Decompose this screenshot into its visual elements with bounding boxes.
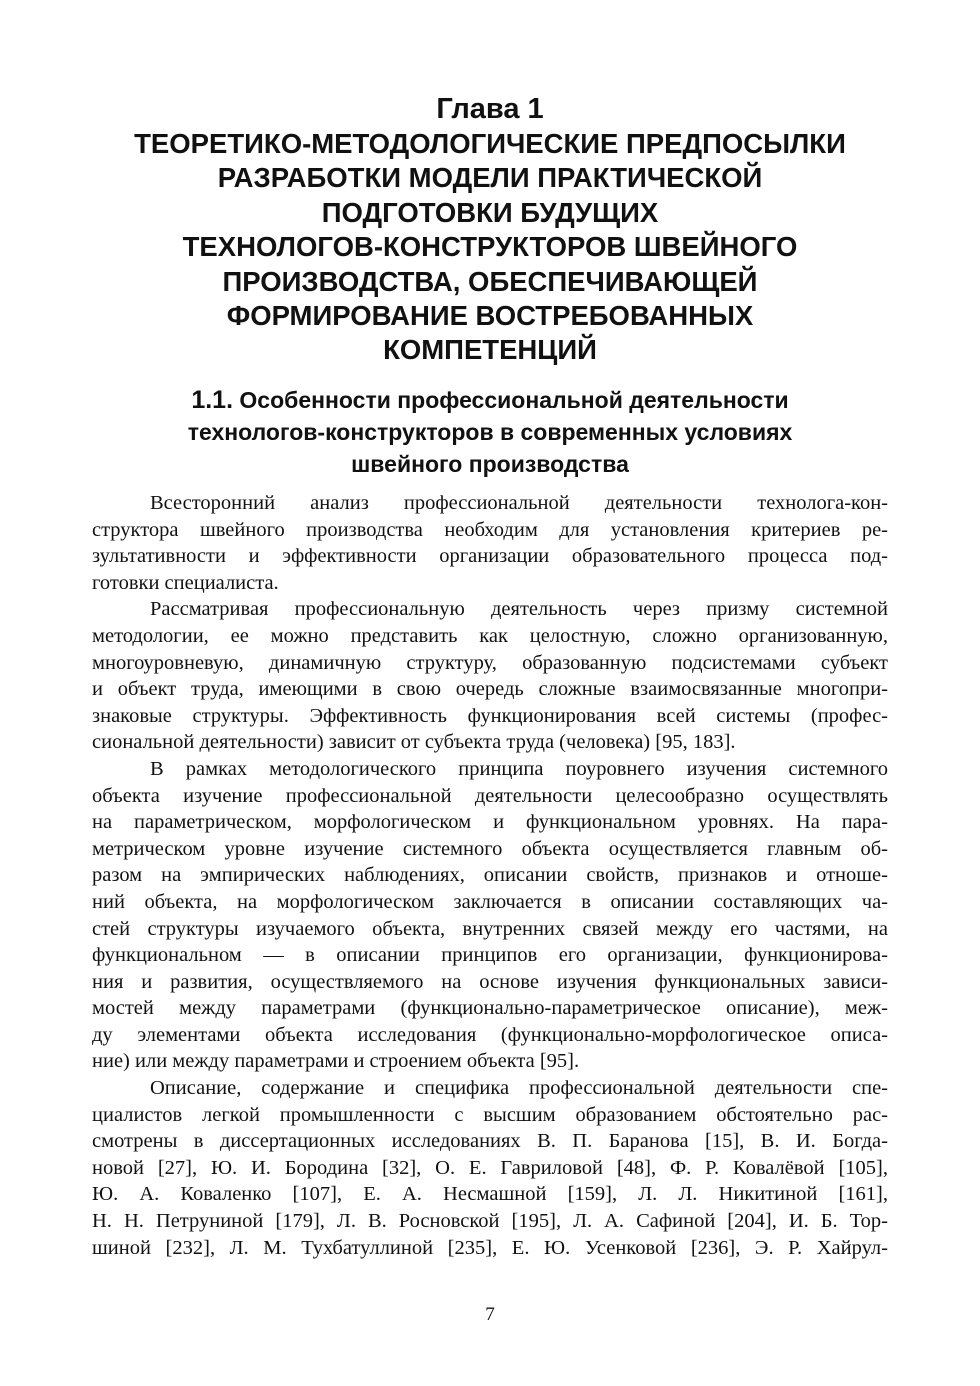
text-line: знаковые структуры. Эффективность функционирования всей системы (профес- [92,704,888,727]
text-line: многоуровневую, динамичную структуру, образованную подсистемами субъект [92,651,888,674]
chapter-title-line: ФОРМИРОВАНИЕ ВОСТРЕБОВАННЫХ [226,300,754,332]
text-line: ду элементами объекта исследования (функционально-морфологическое описа- [92,1023,888,1046]
text-line: метрическом уровне изучение системного объекта осуществляется главным об- [92,837,888,860]
text-line: Ю. А. Коваленко [107], Е. А. Несмашной [159], Л. Л. Никитиной [161], [92,1183,888,1206]
text-line: Н. Н. Петруниной [179], Л. В. Росновской [195], Л. А. Сафиной [204], И. Б. Тор- [92,1210,888,1233]
chapter-title [60,127,920,368]
text-line: циалистов легкой промышленности с высшим образованием обстоятельно рас- [92,1103,888,1126]
text-line: Рассматривая профессиональную деятельность через призму системной [150,598,888,621]
text-line: стей структуры изучаемого объекта, внутренних связей между его частями, на [92,917,888,940]
page-number: 7 [485,1304,495,1325]
text-line: готовки специалиста. [92,571,279,594]
text-line: на параметрическом, морфологическом и функциональном уровнях. На пара- [92,811,888,834]
text-line: структора швейного производства необходим для установления критериев ре- [92,518,888,541]
text-line: разом на эмпирических наблюдениях, описании свойств, признаков и отноше- [92,864,888,887]
text-line: методологии, ее можно представить как целостную, сложно организованную, [92,624,888,647]
body-text [92,490,888,1261]
text-line: шиной [232], Л. М. Тухбатуллиной [235], Е. Ю. Усенковой [236], Э. Р. Хайрул- [92,1236,888,1259]
section-title-line: технологов-конструкторов в современных условиях [187,419,793,445]
section-title-line: швейного производства [351,451,629,477]
chapter-label: Глава 1 [436,93,544,125]
text-line: ние) или между параметрами и строением объекта [95]. [92,1050,580,1073]
text-line: ния и развития, осуществляемого на основе изучения функциональных зависи- [92,970,888,993]
chapter-heading [60,91,920,368]
text-line: сиональной деятельности) зависит от субъекта труда (человека) [95, 183]. [92,731,736,754]
section-title-line [60,384,920,416]
section-title-line-text: Особенности профессиональной деятельности [239,387,789,413]
section-number: 1.1. [191,386,234,414]
text-line: новой [27], Ю. И. Бородина [32], О. Е. Гавриловой [48], Ф. Р. Ковалёвой [105], [92,1156,888,1179]
chapter-title-line: КОМПЕТЕНЦИЙ [383,334,597,366]
text-line: Всесторонний анализ профессиональной деятельности технолога-кон- [150,492,888,514]
text-line: Описание, содержание и специфика профессиональной деятельности спе- [150,1077,888,1100]
chapter-title-line: ТЕХНОЛОГОВ-КОНСТРУКТОРОВ ШВЕЙНОГО [182,231,798,263]
text-line: ний объекта, на морфологическом заключается в описании составляющих ча- [92,890,888,913]
text-line: смотрены в диссертационных исследованиях В. П. Баранова [15], В. И. Богда- [92,1130,888,1153]
text-line: объекта изучение профессиональной деятельности целесообразно осуществлять [92,784,888,807]
chapter-title-line: РАЗРАБОТКИ МОДЕЛИ ПРАКТИЧЕСКОЙ [217,162,763,194]
section-heading [60,384,920,480]
text-line: мостей между параметрами (функционально-параметрическое описание), меж- [92,997,888,1020]
paragraph [92,1075,888,1261]
chapter-title-line: ТЕОРЕТИКО-МЕТОДОЛОГИЧЕСКИЕ ПРЕДПОСЫЛКИ [134,128,846,159]
paragraph [92,596,888,756]
paragraph [92,490,888,596]
chapter-title-line: ПРОИЗВОДСТВА, ОБЕСПЕЧИВАЮЩЕЙ [222,265,758,297]
chapter-title-line: ПОДГОТОВКИ БУДУЩИХ [321,196,659,228]
text-line: функциональном — в описании принципов его организации, функционирова- [92,944,888,967]
paragraph [92,756,888,1075]
text-line: В рамках методологического принципа поуровнего изучения системного [150,757,888,780]
text-line: зультативности и эффективности организации образовательного процесса под- [92,545,888,568]
text-line: и объект труда, имеющими в свою очередь сложные взаимосвязанные многопри- [92,678,888,701]
